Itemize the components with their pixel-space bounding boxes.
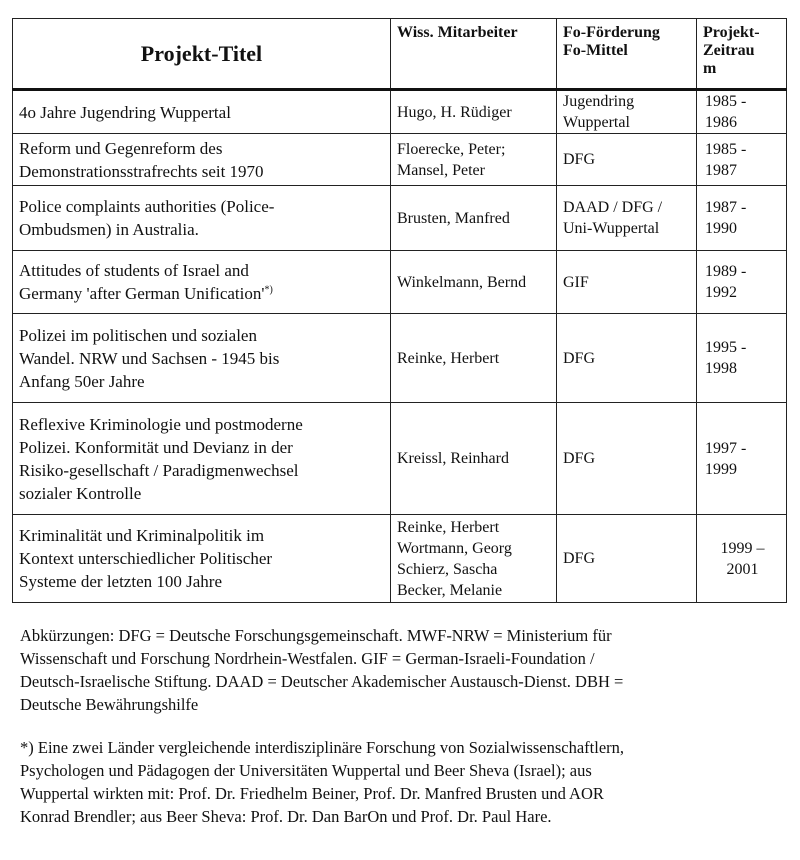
cell-staff: Hugo, H. Rüdiger <box>391 90 557 134</box>
header-staff: Wiss. Mitarbeiter <box>391 19 557 90</box>
footnote: *) Eine zwei Länder vergleichende interdisziplinäre Forschung von Sozialwissenschaftlern, Psychologen und Pädagogen der Universitäten Wuppertal und Beer Sheva (Israel); aus Wuppertal wirkten mit: Prof. Dr. Friedhelm Beiner, Prof. Dr. Manfred Brusten und AOR Konrad Brendler; aus Beer Sheva: Prof. Dr. Dan BarOn und Prof. Dr. Paul Hare. <box>20 738 625 826</box>
cell-funding: GIF <box>557 251 697 314</box>
cell-title: Polizei im politischen und sozialen Wandel. NRW und Sachsen - 1945 bis Anfang 50er Jahre <box>13 314 391 403</box>
cell-period: 1989 - 1992 <box>697 251 787 314</box>
cell-period: 1987 - 1990 <box>697 186 787 251</box>
cell-period: 1997 - 1999 <box>697 403 787 515</box>
header-funding: Fo-Förderung Fo-Mittel <box>557 19 697 90</box>
table-row <box>13 515 787 603</box>
table-row <box>13 186 787 251</box>
cell-staff: Reinke, Herbert <box>391 314 557 403</box>
cell-title: Attitudes of students of Israel and Germany 'after German Unification'*) <box>13 251 391 314</box>
abbreviations-note: Abkürzungen: DFG = Deutsche Forschungsgemeinschaft. MWF-NRW = Ministerium für Wissenschaft und Forschung Nordrhein-Westfalen. GIF = German-Israeli-Foundation / Deutsch-Israelische Stiftung. DAAD = Deutscher Akademischer Austausch-Dienst. DBH = Deutsche Bewährungshilfe <box>20 626 624 714</box>
cell-funding: DFG <box>557 314 697 403</box>
project-table <box>12 18 787 603</box>
cell-funding: DFG <box>557 134 697 186</box>
cell-staff: Kreissl, Reinhard <box>391 403 557 515</box>
footnote-marker: *) <box>264 284 273 296</box>
header-project-title: Projekt-Titel <box>13 19 391 90</box>
cell-funding: DFG <box>557 403 697 515</box>
header-period: Projekt- Zeitrau m <box>697 19 787 90</box>
cell-funding: Jugendring Wuppertal <box>557 90 697 134</box>
table-header-row <box>13 19 787 90</box>
table-row <box>13 251 787 314</box>
cell-period: 1985 - 1987 <box>697 134 787 186</box>
cell-title: 4o Jahre Jugendring Wuppertal <box>13 90 391 134</box>
table-row <box>13 403 787 515</box>
cell-staff: Floerecke, Peter; Mansel, Peter <box>391 134 557 186</box>
table-row <box>13 90 787 134</box>
cell-funding: DAAD / DFG / Uni-Wuppertal <box>557 186 697 251</box>
cell-period: 1995 - 1998 <box>697 314 787 403</box>
cell-staff: Brusten, Manfred <box>391 186 557 251</box>
cell-staff: Winkelmann, Bernd <box>391 251 557 314</box>
cell-staff: Reinke, Herbert Wortmann, Georg Schierz, Sascha Becker, Melanie <box>391 515 557 603</box>
cell-title: Reform und Gegenreform des Demonstrationsstrafrechts seit 1970 <box>13 134 391 186</box>
cell-title: Police complaints authorities (Police- Ombudsmen) in Australia. <box>13 186 391 251</box>
table-row <box>13 134 787 186</box>
cell-funding: DFG <box>557 515 697 603</box>
cell-title: Reflexive Kriminologie und postmoderne Polizei. Konformität und Devianz in der Risiko-gesellschaft / Paradigmenwechsel sozialer Kontrolle <box>13 403 391 515</box>
cell-title: Kriminalität und Kriminalpolitik im Kontext unterschiedlicher Politischer Systeme der letzten 100 Jahre <box>13 515 391 603</box>
table-row <box>13 314 787 403</box>
cell-period: 1999 – 2001 <box>697 515 787 603</box>
cell-period: 1985 - 1986 <box>697 90 787 134</box>
